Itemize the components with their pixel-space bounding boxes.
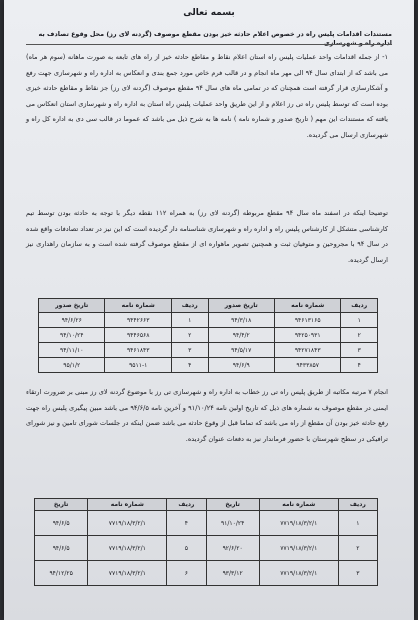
letters-table-2 — [34, 498, 378, 586]
table-cell: ۴ — [171, 358, 208, 373]
table-cell: ۹۴/۱۰/۲۴ — [39, 328, 105, 343]
table-cell: ۹۴۶۱۸۴۳ — [105, 343, 172, 358]
col-header: تاریخ — [35, 499, 88, 511]
table-cell: ۳ — [341, 343, 378, 358]
table-cell: ۹۵۱۱-۱ — [105, 358, 172, 373]
col-header: ردیف — [341, 299, 378, 313]
table-row — [39, 343, 378, 358]
document-title: بسمه تعالی — [183, 8, 235, 18]
table-cell: ۷۷۱۹/۱۸/۳/۲/۱ — [88, 511, 167, 536]
table-cell: ۷۷۱۹/۱۸/۳/۲/۱ — [88, 561, 167, 586]
table-cell: ۴ — [167, 511, 206, 536]
table-cell: ۹۴۳۳۸۵۷ — [274, 358, 341, 373]
col-header: ردیف — [171, 299, 208, 313]
paragraph-2: توضیحا اینکه در اسفند ماه سال ۹۴ مقطع مربوطه (گردنه لای رز) به همراه ۱۱۲ نقطه دیگر با توجه به حادثه بودن توسط تیم کارشناسی متشکل از کارشناس پلیس راه و اداره راه و شهرسازی شناسنامه دار گردیده است که این نیز در تعداد تصادفات واقع شده در سال ۹۴ با مجروحین و متوفیان ثبت و همچنین تصویر ماهواره ای از مقطع موصوف گرفته شده است و به سازمان راهداری نیز ارسال گردیده. — [26, 209, 388, 264]
table-cell: ۹۳/۳/۱۲ — [206, 561, 259, 586]
table-cell: ۹۴/۴/۲ — [208, 328, 274, 343]
table-row — [39, 358, 378, 373]
col-header: شماره نامه — [259, 499, 338, 511]
table-cell: ۳ — [338, 561, 377, 586]
table-cell: ۲ — [338, 536, 377, 561]
table-cell: ۹۴/۶/۲۶ — [39, 313, 105, 328]
table-cell: ۵ — [167, 536, 206, 561]
table-cell: ۹۴۲۷۱۸۴۳ — [274, 343, 341, 358]
table-cell: ۹۴/۱۲/۲۵ — [35, 561, 88, 586]
table-cell: ۲ — [341, 328, 378, 343]
table-cell: ۹۴/۱۱/۱۰ — [39, 343, 105, 358]
table-cell: ۷۷۱۹/۱۸/۳/۲/۱ — [259, 511, 338, 536]
table-cell: ۴ — [341, 358, 378, 373]
table-cell: ۹۱/۱۰/۲۴ — [206, 511, 259, 536]
table-cell: ۹۴/۶/۹ — [208, 358, 274, 373]
table-header-row — [39, 299, 378, 313]
table-cell: ۷۷۱۹/۱۸/۳/۲/۱ — [88, 536, 167, 561]
table-cell: ۱ — [171, 313, 208, 328]
table-cell: ۹۴/۵/۱۷ — [208, 343, 274, 358]
paragraph-3: انجام ۷ مرتبه مکاتبه از طریق پلیس راه تی رز خطاب به اداره راه و شهرسازی تی رز با موضوع گردنه لای رز مبنی بر ضرورت ارتقاء ایمنی در مقطع موصوف به شماره های ذیل که تاریخ اولین نامه ۹۱/۱۰/۲۴ و آخرین نامه ۹۴/۶/۵ می باشد مبین پیگیری پلیس راه جهت رفع حادثه خیز بودن آن مقطع از راه می باشد که تماما قبل از وقوع حادثه می باشد ضمن اینکه در جلسات شورای تامین و نیز شورای ترافیکی در سطح شهرستان با حضور فرماندار نیز به دفعات عنوان گردیده. — [26, 388, 389, 443]
document-page — [4, 0, 414, 620]
table-cell: ۹۴۲۵۰۹۳۱ — [274, 328, 341, 343]
table-row — [39, 328, 378, 343]
table-cell: ۹۲/۶/۲۰ — [206, 536, 259, 561]
letters-table-1 — [38, 298, 378, 373]
document-subtitle: مستندات اقدامات پلیس راه در خصوص اعلام حادثه خیز بودن مقطع موصوف (گردنه لای رز) محل وقوع تصادف به اداره راه و شهرسازی — [38, 30, 392, 47]
table-cell: ۹۴/۶/۵ — [35, 511, 88, 536]
table-cell: ۲ — [171, 328, 208, 343]
table-cell: ۹۴۶۱۳۱۶۵ — [274, 313, 341, 328]
col-header: شماره نامه — [105, 299, 172, 313]
table-cell: ۶ — [167, 561, 206, 586]
table-cell: ۹۴۴۶۵۶۸ — [105, 328, 172, 343]
table-row — [35, 561, 378, 586]
table-row — [39, 313, 378, 328]
table-cell: ۳ — [171, 343, 208, 358]
col-header: تاریخ صدور — [39, 299, 105, 313]
col-header: ردیف — [338, 499, 377, 511]
col-header: تاریخ صدور — [208, 299, 274, 313]
table-cell: ۷۷۱۹/۱۸/۳/۲/۱ — [259, 561, 338, 586]
col-header: شماره نامه — [274, 299, 341, 313]
table-cell: ۷۷۱۹/۱۸/۳/۲/۱ — [259, 536, 338, 561]
table-row — [35, 536, 378, 561]
table-row — [35, 511, 378, 536]
table-cell: ۹۵/۱/۲ — [39, 358, 105, 373]
table-cell: ۹۴۴۲۶۶۳ — [105, 313, 172, 328]
table-cell: ۹۴/۶/۵ — [35, 536, 88, 561]
table-cell: ۱ — [338, 511, 377, 536]
col-header: ردیف — [167, 499, 206, 511]
divider — [26, 44, 392, 45]
table-cell: ۱ — [341, 313, 378, 328]
table-cell: ۹۴/۳/۱۸ — [208, 313, 274, 328]
col-header: تاریخ — [206, 499, 259, 511]
col-header: شماره نامه — [88, 499, 167, 511]
paragraph-1: ۱- از جمله اقدامات واحد عملیات پلیس راه استان اعلام نقاط و مقاطع حادثه خیز از راه های تابعه به صورت ماهانه (سوم هر ماه) می باشد که از ابتدای سال ۹۴ الی مهر ماه انجام و در قالب فرم خاص مورد جمع بندی و انعکاس به اداره راه و شهرسازی جهت رفع و آشکارسازی قرار گرفته است همچنان که در تمامی ماه های سال ۹۴ مقطع موصوف (گردنه لای رز) جز نقاط و مقاطع حادثه خیزی بوده است که توسط پلیس راه تی رز اعلام و از این طریق واحد عملیات پلیس راه استان به اداره راه و شهرسازی استان انعکاس می یافته که مستندات این مهم ( تاریخ صدور و شماره نامه ) نامه ها به شرح ذیل می باشد که عموما در قالب سی دی به اداره کل راه و شهرسازی ارسال می گردیده. — [26, 53, 389, 139]
table-header-row — [35, 499, 378, 511]
